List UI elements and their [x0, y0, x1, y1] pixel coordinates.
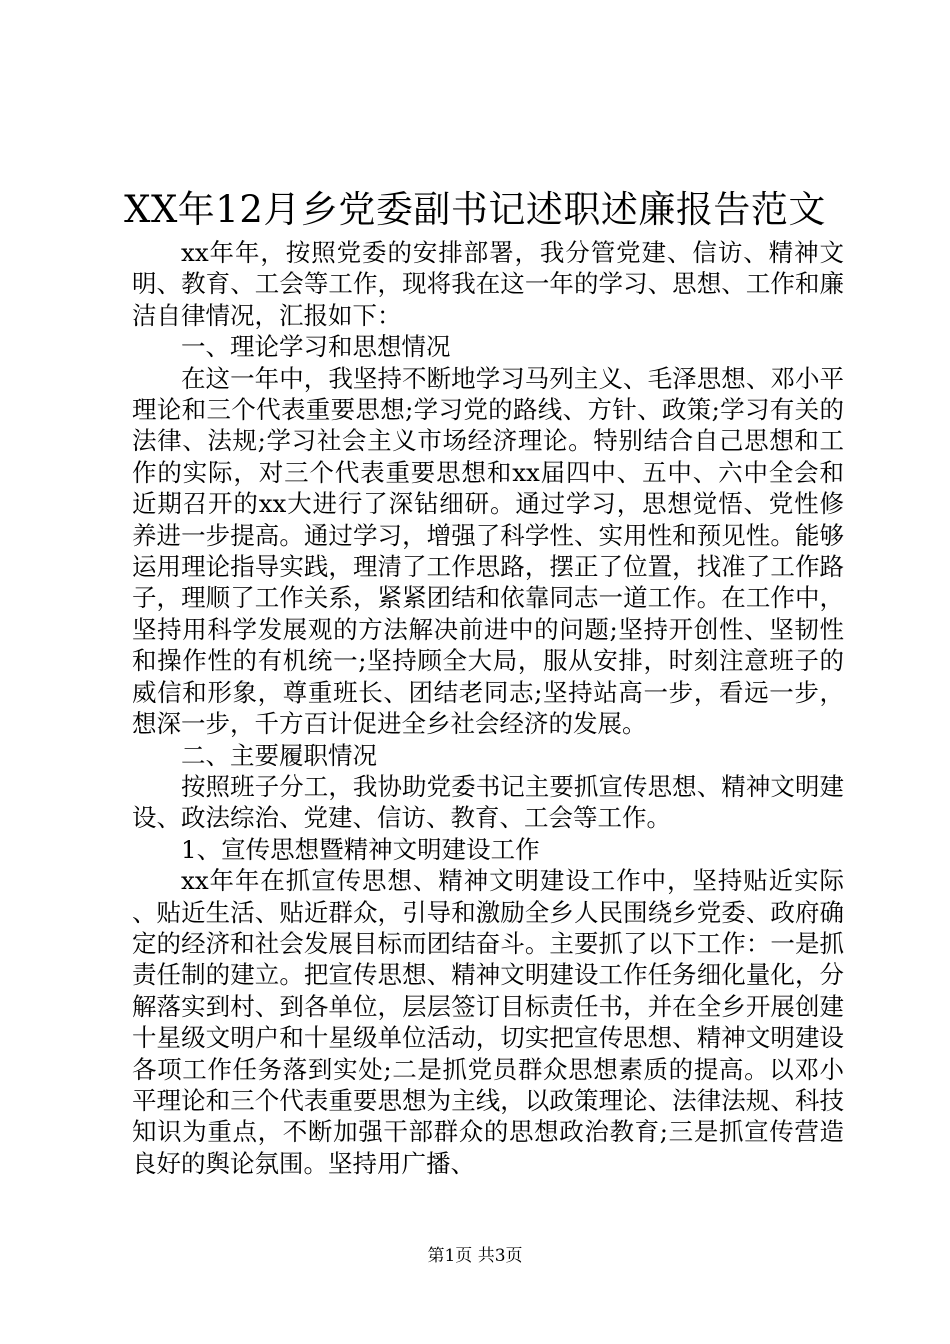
section-heading-theory-study: 一、理论学习和思想情况: [181, 332, 451, 362]
section-heading-duties: 二、主要履职情况: [181, 740, 377, 770]
document-body: [132, 237, 844, 1179]
theory-study-paragraph: 在这一年中，我坚持不断地学习马列主义、毛泽思想、邓小平理论和三个代表重要思想;学习党的路线、方针、政策;学习有关的法律、法规;学习社会主义市场经济理论。特别结合自己思想和工作的实际，对三个代表重要思想和xx届四中、五中、六中全会和近期召开的xx大进行了深钻细研。通过学习，思想觉悟、党性修养进一步提高。通过学习，增强了科学性、实用性和预见性。能够运用理论指导实践，理清了工作思路，摆正了位置，找准了工作路子，理顺了工作关系，紧紧团结和依靠同志一道工作。在工作中，坚持用科学发展观的方法解决前进中的问题;坚持开创性、坚韧性和操作性的有机统一;坚持顾全大局，服从安排，时刻注意班子的威信和形象，尊重班长、团结老同志;坚持站高一步，看远一步，想深一步，千方百计促进全乡社会经济的发展。: [132, 363, 844, 739]
duties-paragraph: 按照班子分工，我协助党委书记主要抓宣传思想、精神文明建设、政法综治、党建、信访、教育、工会等工作。: [132, 771, 844, 833]
page-number-footer: 第1页 共3页: [427, 1246, 523, 1266]
intro-paragraph: xx年年，按照党委的安排部署，我分管党建、信访、精神文明、教育、工会等工作，现将我在这一年的学习、思想、工作和廉洁自律情况，汇报如下：: [132, 238, 844, 330]
document-title: XX年12月乡党委副书记述职述廉报告范文: [124, 188, 826, 231]
subsection-heading-propaganda: 1、宣传思想暨精神文明建设工作: [181, 834, 540, 864]
propaganda-paragraph: xx年年在抓宣传思想、精神文明建设工作中，坚持贴近实际、贴近生活、贴近群众，引导和激励全乡人民围绕乡党委、政府确定的经济和社会发展目标而团结奋斗。主要抓了以下工作：一是抓责任制的建立。把宣传思想、精神文明建设工作任务细化量化，分解落实到村、到各单位，层层签订目标责任书，并在全乡开展创建十星级文明户和十星级单位活动，切实把宣传思想、精神文明建设各项工作任务落到实处;二是抓党员群众思想素质的提高。以邓小平理论和三个代表重要思想为主线，以政策理论、法律法规、科技知识为重点，不断加强干部群众的思想政治教育;三是抓宣传营造良好的舆论氛围。坚持用广播、: [132, 866, 844, 1178]
